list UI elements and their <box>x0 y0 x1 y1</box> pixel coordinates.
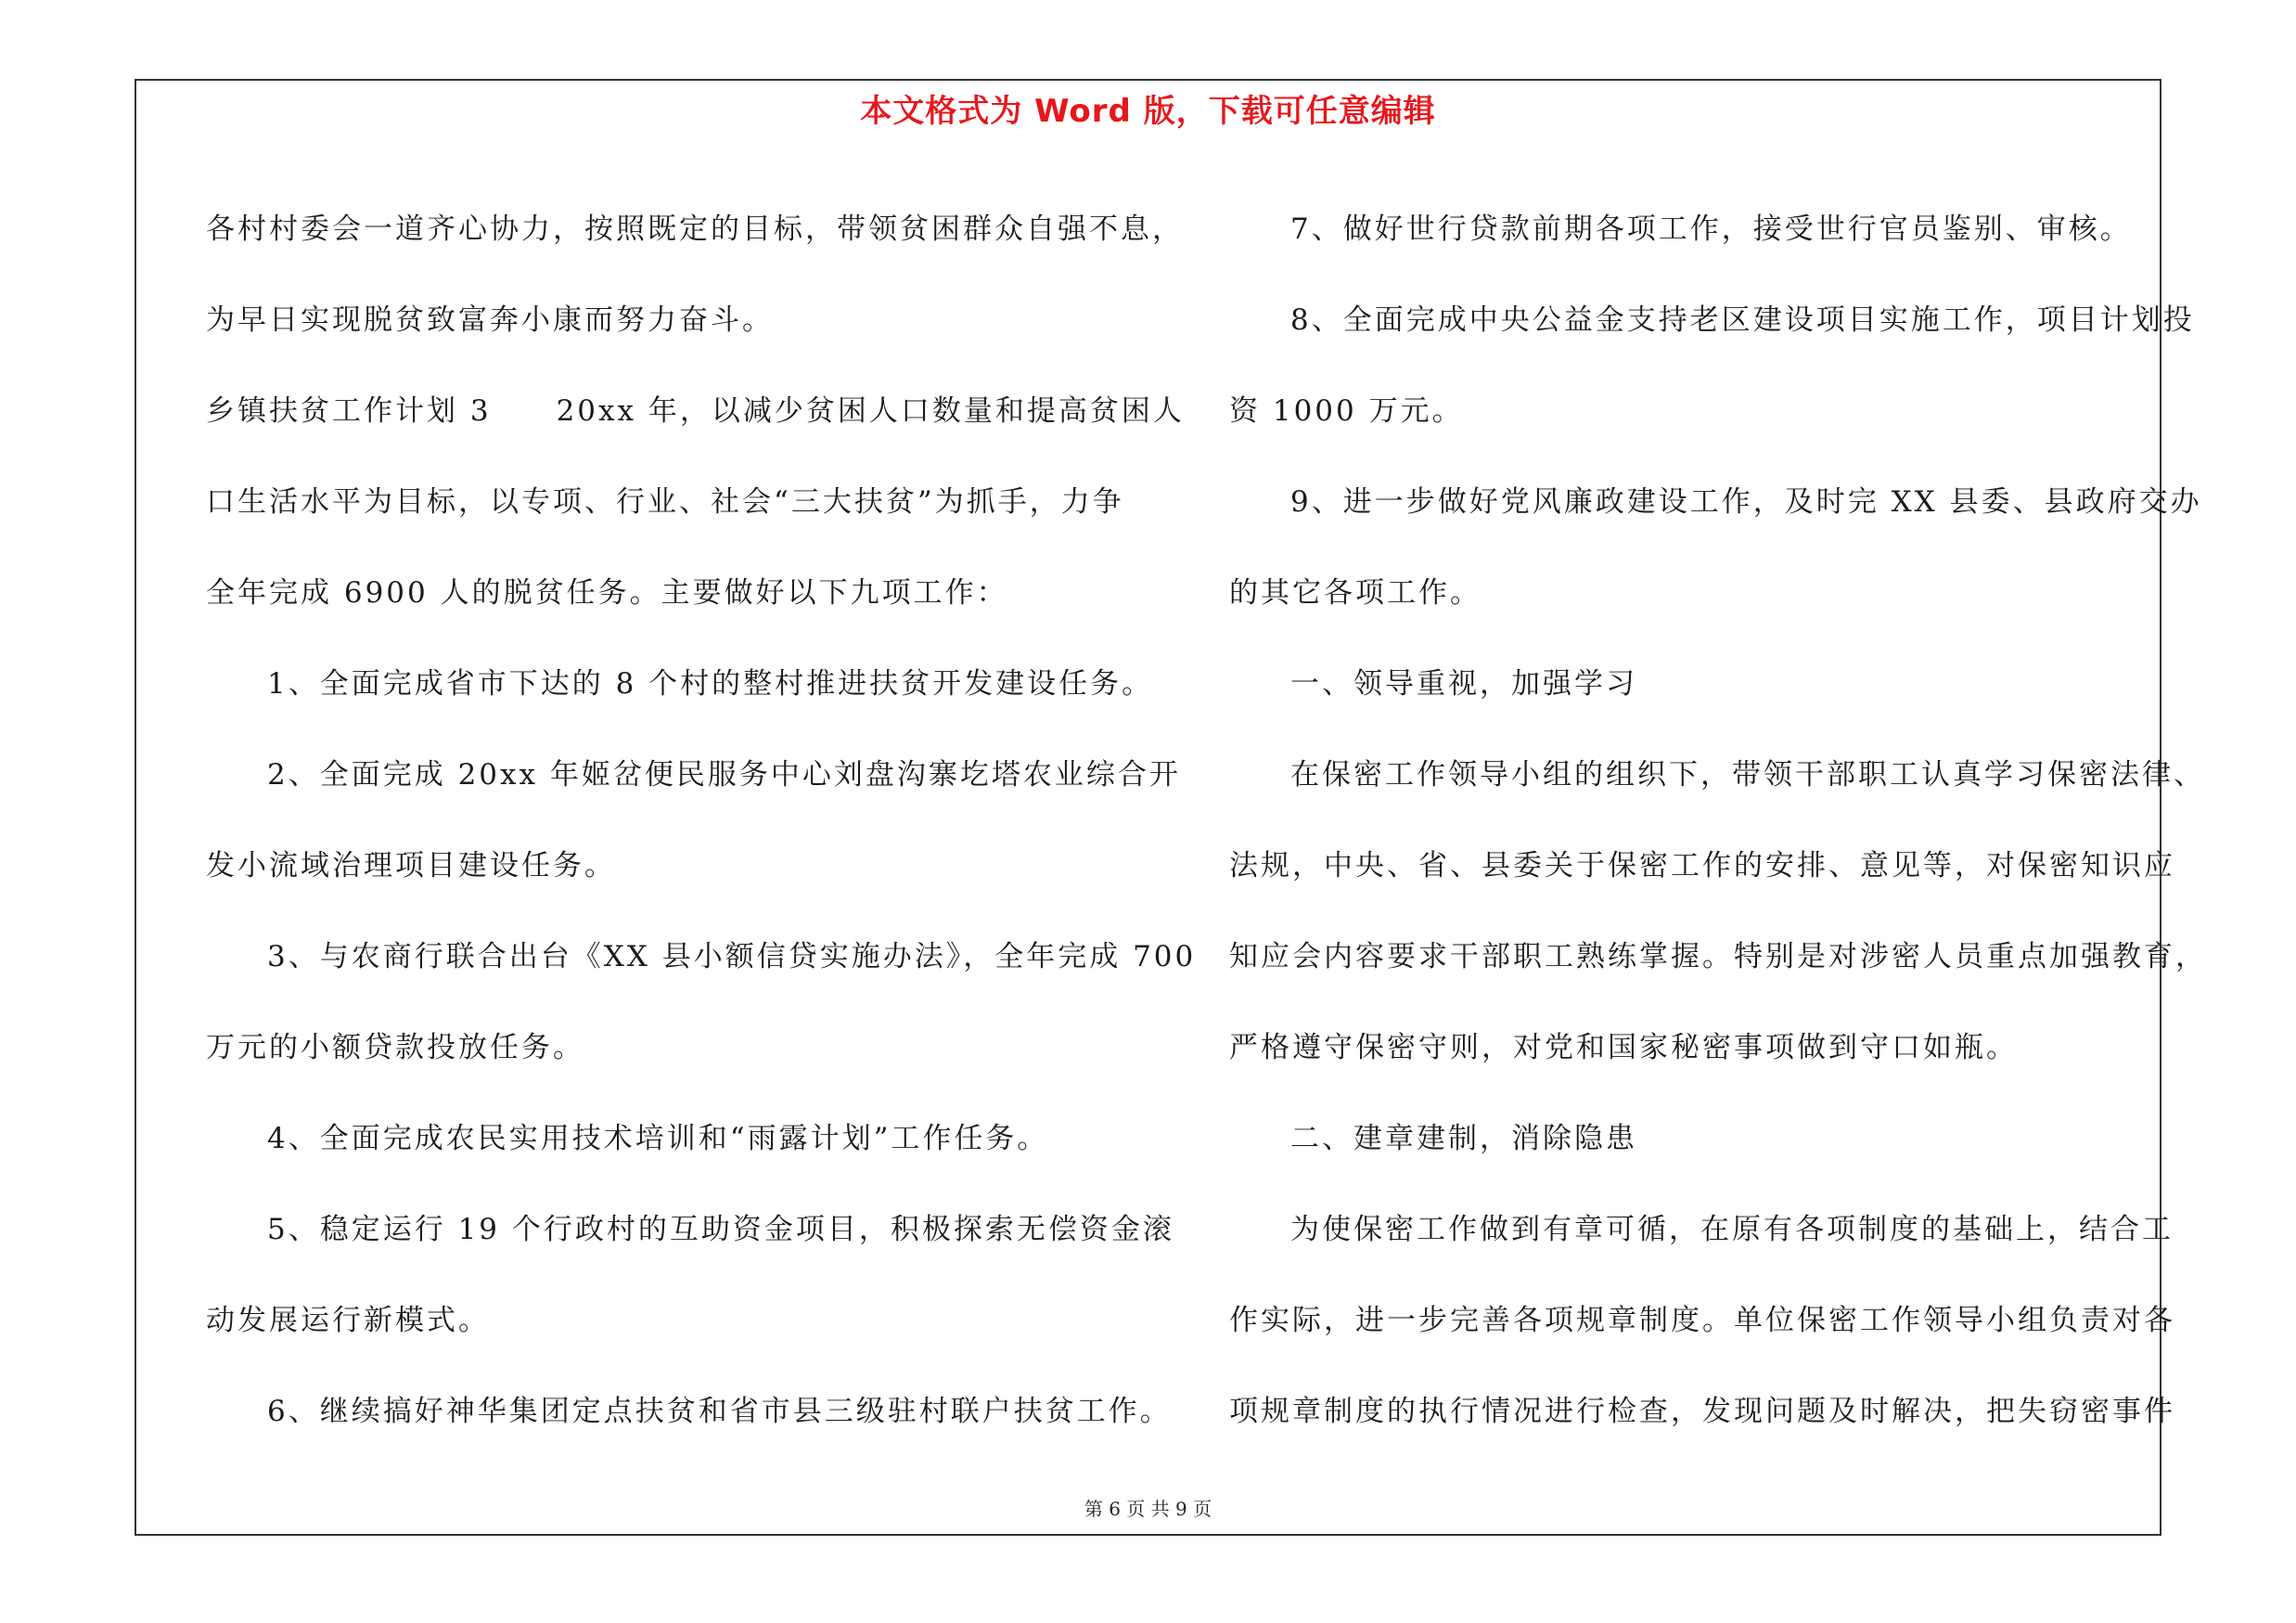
text-line: 万元的小额贷款投放任务。 <box>206 1031 584 1064</box>
header-banner: 本文格式为 Word 版，下载可任意编辑 <box>860 93 1436 130</box>
text-line: 为早日实现脱贫致富奔小康而努力奋斗。 <box>206 303 774 337</box>
text-line: 发小流域治理项目建设任务。 <box>206 849 616 882</box>
text-line: 5、稳定运行 19 个行政村的互助资金项目，积极探索无偿资金滚 <box>267 1213 1174 1246</box>
text-line: 1、全面完成省市下达的 8 个村的整村推进扶贫开发建设任务。 <box>267 667 1154 701</box>
right-column <box>1229 184 2207 1464</box>
text-line: 动发展运行新模式。 <box>206 1304 490 1337</box>
text-line: 知应会内容要求干部职工熟练掌握。特别是对涉密人员重点加强教育， <box>1229 940 2207 973</box>
text-line: 全年完成 6900 人的脱贫任务。主要做好以下九项工作： <box>206 576 1008 610</box>
text-line: 严格遵守保密守则，对党和国家秘密事项做到守口如瓶。 <box>1229 1031 2018 1064</box>
text-line: 口生活水平为目标，以专项、行业、社会“三大扶贫”为抓手，力争 <box>206 485 1124 519</box>
text-line <box>206 366 1185 457</box>
text-line: 在保密工作领导小组的组织下，带领干部职工认真学习保密法律、 <box>1290 758 2205 792</box>
text-line: 法规，中央、省、县委关于保密工作的安排、意见等，对保密知识应 <box>1229 849 2175 882</box>
text-line: 4、全面完成农民实用技术培训和“雨露计划”工作任务。 <box>267 1122 1049 1155</box>
left-column <box>206 184 1197 1464</box>
text-line: 8、全面完成中央公益金支持老区建设项目实施工作，项目计划投 <box>1290 303 2195 337</box>
text-line: 作实际，进一步完善各项规章制度。单位保密工作领导小组负责对各 <box>1229 1304 2175 1337</box>
text-line: 7、做好世行贷款前期各项工作，接受世行官员鉴别、审核。 <box>1290 213 2132 246</box>
text-line: 2、全面完成 20xx 年姬岔便民服务中心刘盘沟寨圪塔农业综合开 <box>267 758 1181 792</box>
text-line: 3、与农商行联合出台《XX 县小额信贷实施办法》，全年完成 700 <box>267 940 1197 973</box>
text-line: 6、继续搞好神华集团定点扶贫和省市县三级驻村联户扶贫工作。 <box>267 1395 1172 1428</box>
page-number: 第 6 页 共 9 页 <box>1084 1498 1212 1520</box>
text-line: 9、进一步做好党风廉政建设工作，及时完 XX 县委、县政府交办 <box>1290 485 2202 519</box>
text-line: 为使保密工作做到有章可循，在原有各项制度的基础上，结合工 <box>1290 1213 2174 1246</box>
text-line: 的其它各项工作。 <box>1229 576 1481 610</box>
section-title: 乡镇扶贫工作计划 3 <box>206 394 492 428</box>
text-segment: 20xx 年，以减少贫困人口数量和提高贫困人 <box>556 394 1185 428</box>
text-line: 项规章制度的执行情况进行检查，发现问题及时解决，把失窃密事件 <box>1229 1395 2175 1428</box>
section-heading: 二、建章建制，消除隐患 <box>1290 1122 1637 1155</box>
text-line: 各村村委会一道齐心协力，按照既定的目标，带领贫困群众自强不息， <box>206 213 1184 246</box>
section-heading: 一、领导重视，加强学习 <box>1290 667 1637 701</box>
text-line: 资 1000 万元。 <box>1229 394 1464 428</box>
